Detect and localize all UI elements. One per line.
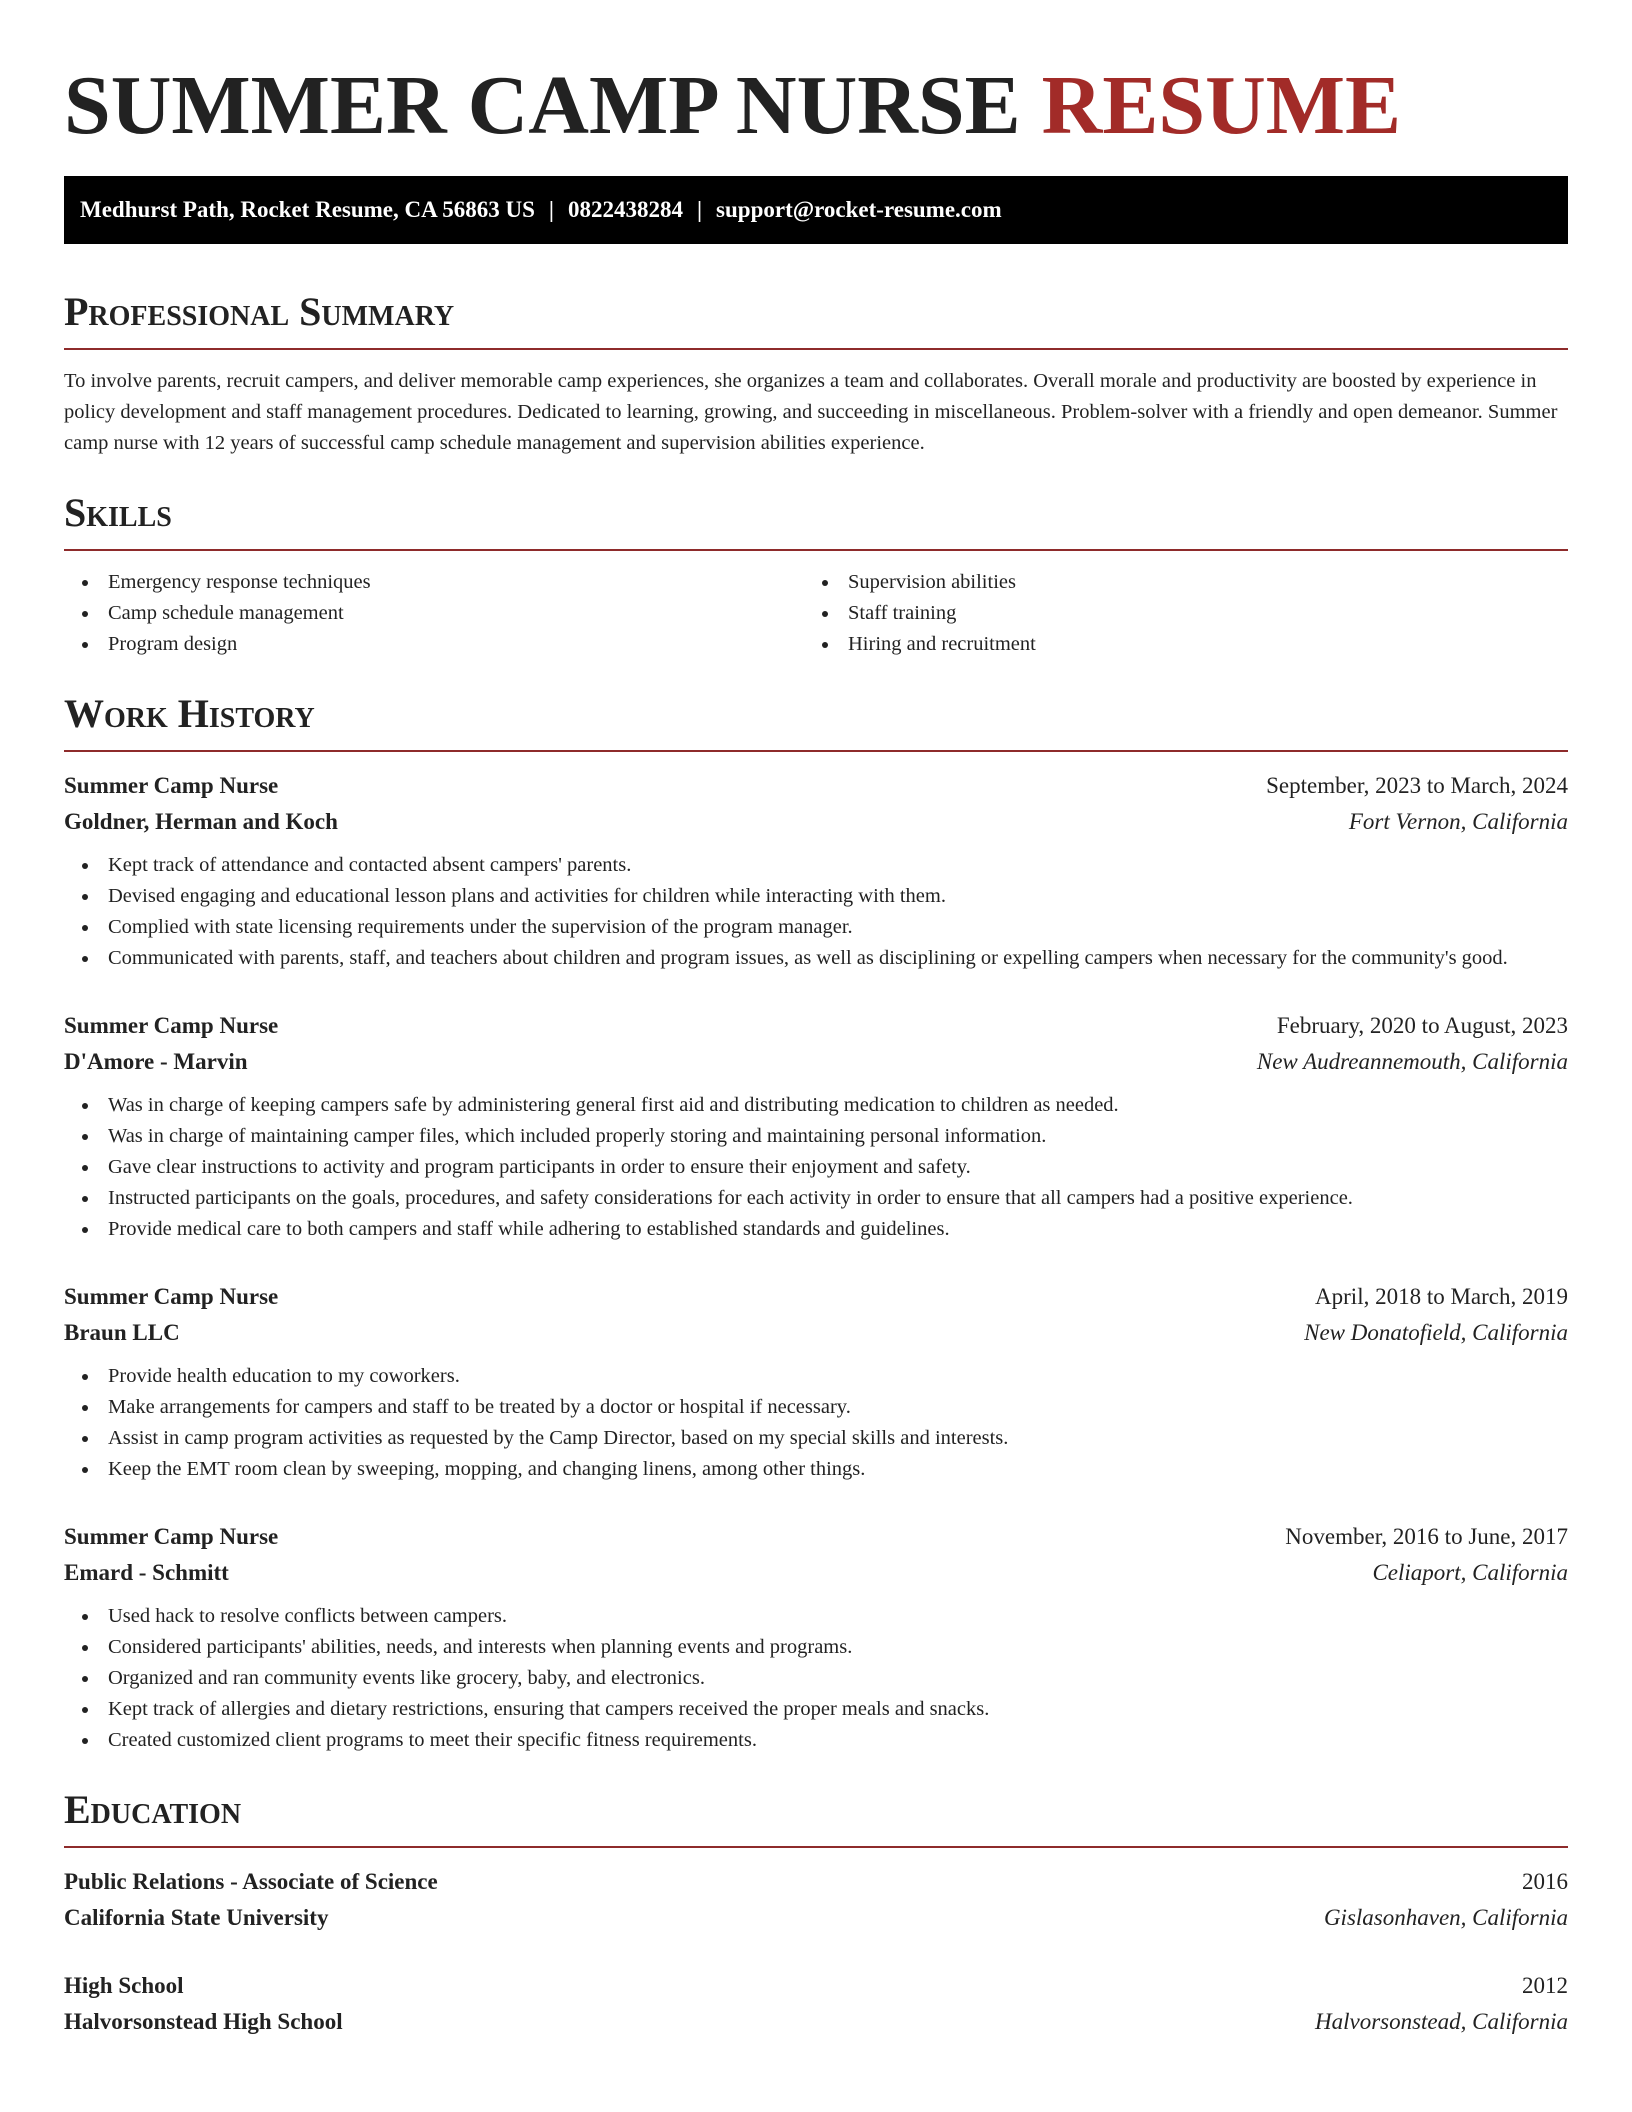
- job-duty: Complied with state licensing requirements under the supervision of the program manager.: [64, 912, 1568, 943]
- job-title: Summer Camp Nurse: [64, 1284, 279, 1309]
- contact-bar: [64, 176, 1568, 244]
- education-school-row: [64, 2004, 1568, 2040]
- contact-separator: |: [548, 197, 554, 222]
- job-duty: Considered participants' abilities, needs, and interests when planning events and programs.: [64, 1632, 1568, 1663]
- education-entry: [64, 1968, 1568, 2040]
- job-duty: Keep the EMT room clean by sweeping, mopping, and changing linens, among other things.: [64, 1454, 1568, 1485]
- job-entry: [64, 768, 1568, 974]
- job-duty: Created customized client programs to meet their specific fitness requirements.: [64, 1725, 1568, 1756]
- job-duties: [64, 1090, 1568, 1245]
- education-year: 2016: [1522, 1869, 1568, 1894]
- contact-phone: 0822438284: [567, 197, 683, 222]
- job-entry: [64, 1008, 1568, 1245]
- job-company: Goldner, Herman and Koch: [64, 809, 338, 834]
- job-duty: Was in charge of keeping campers safe by administering general first aid and distributing medication to children as needed.: [64, 1090, 1568, 1121]
- education-degree: High School: [64, 1973, 184, 1998]
- skill-item: Staff training: [804, 598, 1544, 629]
- skill-item: Emergency response techniques: [64, 567, 804, 598]
- skills-section: [64, 485, 1568, 660]
- job-location: Fort Vernon, California: [1348, 809, 1568, 834]
- job-duty: Gave clear instructions to activity and program participants in order to ensure their enjoyment and safety.: [64, 1152, 1568, 1183]
- job-entry: [64, 1519, 1568, 1756]
- job-header-row: [64, 768, 1568, 804]
- education-school-row: [64, 1900, 1568, 1936]
- job-title: Summer Camp Nurse: [64, 1524, 279, 1549]
- job-dates: November, 2016 to June, 2017: [1285, 1524, 1568, 1549]
- job-duty: Make arrangements for campers and staff to be treated by a doctor or hospital if necessary.: [64, 1392, 1568, 1423]
- skill-item: Program design: [64, 629, 804, 660]
- job-duty: Instructed participants on the goals, procedures, and safety considerations for each activity in order to ensure that all campers had a positive experience.: [64, 1183, 1568, 1214]
- job-duties: [64, 850, 1568, 974]
- education-section: [64, 1782, 1568, 2040]
- education-year: 2012: [1522, 1973, 1568, 1998]
- job-duties: [64, 1361, 1568, 1485]
- job-title: Summer Camp Nurse: [64, 773, 279, 798]
- job-location: New Audreannemouth, California: [1256, 1049, 1568, 1074]
- job-entry: [64, 1279, 1568, 1485]
- job-company-row: [64, 1315, 1568, 1351]
- job-dates: September, 2023 to March, 2024: [1266, 773, 1568, 798]
- job-duty: Kept track of allergies and dietary restrictions, ensuring that campers received the proper meals and snacks.: [64, 1694, 1568, 1725]
- job-company-row: [64, 1044, 1568, 1080]
- education-degree: Public Relations - Associate of Science: [64, 1869, 438, 1894]
- summary-section: [64, 284, 1568, 459]
- job-duty: Devised engaging and educational lesson plans and activities for children while interacting with them.: [64, 881, 1568, 912]
- work-section: [64, 686, 1568, 1756]
- section-heading-skills: Skills: [64, 490, 172, 535]
- skills-column-left: [64, 567, 804, 660]
- job-duty: Organized and ran community events like grocery, baby, and electronics.: [64, 1663, 1568, 1694]
- section-divider: [64, 549, 1568, 551]
- education-degree-row: [64, 1864, 1568, 1900]
- education-location: Gislasonhaven, California: [1323, 1905, 1568, 1930]
- section-heading-education: Education: [64, 1787, 242, 1832]
- section-divider: [64, 348, 1568, 350]
- job-company: Braun LLC: [64, 1320, 180, 1345]
- job-duty: Assist in camp program activities as requested by the Camp Director, based on my special skills and interests.: [64, 1423, 1568, 1454]
- title-accent: RESUME: [1041, 59, 1402, 152]
- job-duty: Kept track of attendance and contacted absent campers' parents.: [64, 850, 1568, 881]
- section-divider: [64, 1846, 1568, 1848]
- job-duty: Communicated with parents, staff, and teachers about children and program issues, as well as disciplining or expelling campers when necessary for the community's good.: [64, 943, 1568, 974]
- section-heading-summary: Professional Summary: [64, 289, 455, 334]
- resume-title: [64, 0, 1568, 156]
- skill-item: Supervision abilities: [804, 567, 1544, 598]
- job-duty: Provide health education to my coworkers.: [64, 1361, 1568, 1392]
- skills-column-right: [804, 567, 1544, 660]
- contact-email: support@rocket-resume.com: [716, 197, 1002, 222]
- education-location: Halvorsonstead, California: [1314, 2009, 1568, 2034]
- education-entry: [64, 1864, 1568, 1936]
- skill-item: Hiring and recruitment: [804, 629, 1544, 660]
- job-dates: February, 2020 to August, 2023: [1276, 1013, 1568, 1038]
- job-header-row: [64, 1519, 1568, 1555]
- contact-address: Medhurst Path, Rocket Resume, CA 56863 US: [80, 197, 535, 222]
- job-title: Summer Camp Nurse: [64, 1013, 279, 1038]
- skill-item: Camp schedule management: [64, 598, 804, 629]
- job-location: Celiaport, California: [1372, 1560, 1568, 1585]
- job-location: New Donatofield, California: [1304, 1320, 1568, 1345]
- job-company-row: [64, 804, 1568, 840]
- job-duty: Was in charge of maintaining camper files, which included properly storing and maintaining personal information.: [64, 1121, 1568, 1152]
- contact-separator: |: [696, 197, 703, 222]
- job-duties: [64, 1601, 1568, 1756]
- job-duty: Used hack to resolve conflicts between campers.: [64, 1601, 1568, 1632]
- education-degree-row: [64, 1968, 1568, 2004]
- title-main: SUMMER CAMP NURSE: [64, 59, 1021, 152]
- job-header-row: [64, 1008, 1568, 1044]
- section-divider: [64, 750, 1568, 752]
- education-school: California State University: [64, 1905, 329, 1930]
- job-header-row: [64, 1279, 1568, 1315]
- section-heading-work: Work History: [64, 691, 315, 736]
- job-dates: April, 2018 to March, 2019: [1315, 1284, 1568, 1309]
- skills-list: [64, 567, 1568, 660]
- education-school: Halvorsonstead High School: [64, 2009, 343, 2034]
- job-company: Emard - Schmitt: [64, 1560, 229, 1585]
- summary-text: To involve parents, recruit campers, and deliver memorable camp experiences, she organizes a team and collaborates. Overall morale and productivity are boosted by experience in policy development and staff management procedures. Dedicated to learning, growing, and succeeding in miscellaneous. Problem-solver with a friendly and open demeanor. Summer camp nurse with 12 years of successful camp schedule management and supervision abilities experience.: [64, 370, 1558, 454]
- job-company: D'Amore - Marvin: [64, 1049, 248, 1074]
- job-duty: Provide medical care to both campers and staff while adhering to established standards and guidelines.: [64, 1214, 1568, 1245]
- job-company-row: [64, 1555, 1568, 1591]
